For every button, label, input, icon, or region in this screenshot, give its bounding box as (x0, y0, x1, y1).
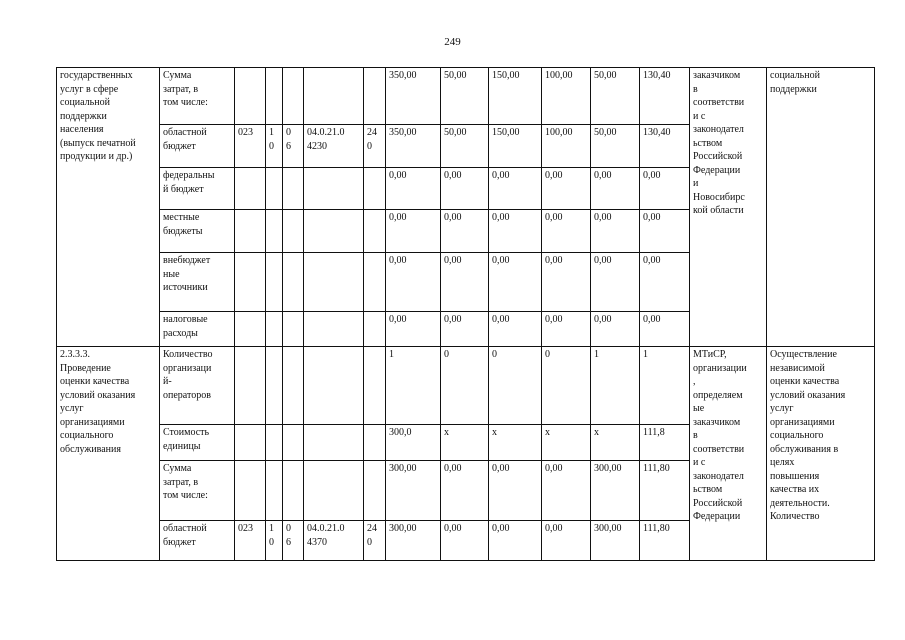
value-total-cell (386, 425, 441, 461)
rz-code-cell (266, 68, 283, 125)
vr-code-cell (364, 312, 386, 347)
value-year4-text: 0,00 (594, 255, 612, 266)
funding-source-cell (160, 68, 235, 125)
vr-code-cell (364, 461, 386, 521)
value-year3-cell (542, 347, 591, 425)
csr-code-cell (304, 210, 364, 253)
expected-result-cell (767, 68, 875, 347)
funding-source-cell (160, 312, 235, 347)
value-total-text: 0,00 (389, 212, 407, 223)
value-year5-cell (640, 521, 690, 561)
value-year2-cell (489, 210, 542, 253)
grbs-code-cell (235, 425, 266, 461)
value-year5-text: 0,00 (643, 314, 661, 325)
value-year5-text: 111,8 (643, 427, 665, 438)
value-year1-cell (441, 210, 489, 253)
activity-name-text: 2.3.3.3. Проведение оценки качества условий оказания услуг организациями социального обслуживания (60, 349, 136, 455)
value-total-text: 0,00 (389, 170, 407, 181)
value-year2-text: 0,00 (492, 314, 510, 325)
rz-code-cell (266, 210, 283, 253)
value-year1-text: 50,00 (444, 70, 467, 81)
value-total-cell (386, 168, 441, 210)
value-year1-cell (441, 168, 489, 210)
vr-code-cell (364, 253, 386, 312)
value-year1-text: 0,00 (444, 523, 462, 534)
value-total-text: 1 (389, 349, 394, 360)
vr-code-cell (364, 521, 386, 561)
vr-code-cell (364, 210, 386, 253)
value-year4-cell (591, 347, 640, 425)
value-year5-cell (640, 312, 690, 347)
value-year1-text: 0,00 (444, 314, 462, 325)
value-year1-text: 0 (444, 349, 449, 360)
value-total-text: 0,00 (389, 255, 407, 266)
value-year1-cell (441, 425, 489, 461)
value-total-cell (386, 68, 441, 125)
value-year2-cell (489, 347, 542, 425)
value-year3-text: 0,00 (545, 463, 563, 474)
value-year3-cell (542, 68, 591, 125)
value-year1-cell (441, 521, 489, 561)
activity-name-cell (57, 347, 160, 561)
rz-code-cell (266, 347, 283, 425)
grbs-code-cell (235, 461, 266, 521)
value-year3-text: 0,00 (545, 523, 563, 534)
csr-code-cell (304, 125, 364, 168)
value-year4-text: 0,00 (594, 314, 612, 325)
value-year4-text: 0,00 (594, 212, 612, 223)
value-year4-cell (591, 168, 640, 210)
value-year2-text: 0,00 (492, 255, 510, 266)
page-number: 249 (444, 36, 461, 48)
value-year5-cell (640, 125, 690, 168)
rz-code-cell (266, 312, 283, 347)
value-year3-cell (542, 521, 591, 561)
value-year5-text: 130,40 (643, 127, 671, 138)
value-year2-text: 150,00 (492, 70, 520, 81)
value-year4-text: 50,00 (594, 70, 617, 81)
value-total-text: 300,00 (389, 463, 417, 474)
pr-code-cell (283, 253, 304, 312)
value-year5-text: 111,80 (643, 463, 670, 474)
funding-source-text: областной бюджет (163, 127, 207, 152)
value-year5-cell (640, 347, 690, 425)
pr-code-cell (283, 461, 304, 521)
funding-source-text: местные бюджеты (163, 212, 203, 237)
funding-source-cell (160, 125, 235, 168)
value-year2-text: 0,00 (492, 523, 510, 534)
value-year5-cell (640, 253, 690, 312)
value-year1-text: 0,00 (444, 170, 462, 181)
value-year5-cell (640, 461, 690, 521)
value-year5-cell (640, 68, 690, 125)
value-year1-cell (441, 125, 489, 168)
value-year4-text: 300,00 (594, 463, 622, 474)
grbs-code-cell (235, 312, 266, 347)
grbs-code-cell (235, 347, 266, 425)
value-year4-cell (591, 461, 640, 521)
value-year3-text: 0,00 (545, 212, 563, 223)
csr-code-cell (304, 68, 364, 125)
value-total-text: 350,00 (389, 70, 417, 81)
rz-code-cell (266, 168, 283, 210)
value-year4-text: 0,00 (594, 170, 612, 181)
program-activities-table (56, 67, 875, 561)
value-year2-cell (489, 521, 542, 561)
funding-source-cell (160, 521, 235, 561)
pr-code-cell (283, 68, 304, 125)
rz-code-cell (266, 125, 283, 168)
grbs-code-cell (235, 168, 266, 210)
value-year4-text: 300,00 (594, 523, 622, 534)
value-total-cell (386, 210, 441, 253)
csr-code-cell (304, 425, 364, 461)
value-year2-cell (489, 461, 542, 521)
funding-source-cell (160, 210, 235, 253)
value-year2-text: 0,00 (492, 212, 510, 223)
value-year2-cell (489, 425, 542, 461)
value-total-cell (386, 521, 441, 561)
value-year4-text: 1 (594, 349, 599, 360)
value-total-text: 300,0 (389, 427, 412, 438)
pr-code-text: 0 6 (286, 127, 291, 152)
funding-source-text: областной бюджет (163, 523, 207, 548)
funding-source-text: Стоимость единицы (163, 427, 210, 452)
grbs-code-cell (235, 125, 266, 168)
expected-result-text: социальной поддержки (770, 70, 820, 95)
value-year1-text: 50,00 (444, 127, 467, 138)
activity-name-text: государственных услуг в сфере социальной поддержки населения (выпуск печатной продукции и др.) (60, 70, 136, 162)
value-year3-text: 0,00 (545, 314, 563, 325)
value-year2-cell (489, 253, 542, 312)
value-year3-text: 0 (545, 349, 550, 360)
value-year2-cell (489, 125, 542, 168)
value-year1-text: 0,00 (444, 212, 462, 223)
rz-code-text: 1 0 (269, 523, 274, 548)
executor-text: МТиСР, организации , определяем ые заказчиком в соответстви и с законодател ьством Российской Федерации (693, 349, 747, 522)
csr-code-cell (304, 521, 364, 561)
rz-code-cell (266, 521, 283, 561)
funding-source-text: налоговые расходы (163, 314, 208, 339)
csr-code-text: 04.0.21.0 4370 (307, 523, 345, 548)
funding-source-text: Сумма затрат, в том числе: (163, 463, 208, 501)
csr-code-cell (304, 312, 364, 347)
vr-code-cell (364, 168, 386, 210)
value-total-text: 300,00 (389, 523, 417, 534)
value-year5-text: 1 (643, 349, 648, 360)
vr-code-cell (364, 68, 386, 125)
rz-code-cell (266, 253, 283, 312)
value-year4-cell (591, 125, 640, 168)
pr-code-cell (283, 347, 304, 425)
csr-code-cell (304, 168, 364, 210)
value-year1-cell (441, 253, 489, 312)
value-year1-text: x (444, 427, 449, 438)
value-year1-cell (441, 347, 489, 425)
value-year4-cell (591, 312, 640, 347)
value-total-cell (386, 461, 441, 521)
value-year2-text: 0,00 (492, 463, 510, 474)
value-total-cell (386, 253, 441, 312)
grbs-code-cell (235, 68, 266, 125)
pr-code-cell (283, 312, 304, 347)
value-year2-cell (489, 168, 542, 210)
value-year4-cell (591, 253, 640, 312)
funding-source-text: Сумма затрат, в том числе: (163, 70, 208, 108)
grbs-code-cell (235, 253, 266, 312)
funding-source-text: федеральны й бюджет (163, 170, 215, 195)
rz-code-cell (266, 461, 283, 521)
value-year5-cell (640, 168, 690, 210)
grbs-code-text: 023 (238, 127, 253, 138)
value-year5-text: 111,80 (643, 523, 670, 534)
grbs-code-cell (235, 521, 266, 561)
activity-name-cell (57, 68, 160, 347)
value-total-cell (386, 125, 441, 168)
value-year4-cell (591, 425, 640, 461)
value-year2-cell (489, 312, 542, 347)
funding-source-text: Количество организаци й- операторов (163, 349, 213, 401)
vr-code-cell (364, 425, 386, 461)
pr-code-cell (283, 168, 304, 210)
value-year3-cell (542, 461, 591, 521)
pr-code-cell (283, 521, 304, 561)
value-year1-text: 0,00 (444, 255, 462, 266)
value-year5-text: 0,00 (643, 212, 661, 223)
vr-code-text: 24 0 (367, 127, 377, 152)
pr-code-cell (283, 125, 304, 168)
value-total-text: 0,00 (389, 314, 407, 325)
value-year2-text: 0,00 (492, 170, 510, 181)
value-year5-text: 0,00 (643, 255, 661, 266)
grbs-code-text: 023 (238, 523, 253, 534)
vr-code-cell (364, 125, 386, 168)
value-year4-text: 50,00 (594, 127, 617, 138)
funding-source-cell (160, 168, 235, 210)
value-year3-cell (542, 168, 591, 210)
expected-result-cell (767, 347, 875, 561)
vr-code-cell (364, 347, 386, 425)
value-year2-text: x (492, 427, 497, 438)
pr-code-cell (283, 425, 304, 461)
value-year4-cell (591, 210, 640, 253)
csr-code-cell (304, 347, 364, 425)
value-total-cell (386, 312, 441, 347)
value-year3-text: 100,00 (545, 127, 573, 138)
funding-source-cell (160, 425, 235, 461)
expected-result-text: Осуществление независимой оценки качества условий оказания услуг организациями социального обслуживания в целях повышения качества их деятельности. Количество (770, 349, 846, 522)
csr-code-text: 04.0.21.0 4230 (307, 127, 345, 152)
value-year4-cell (591, 68, 640, 125)
rz-code-cell (266, 425, 283, 461)
value-year2-text: 0 (492, 349, 497, 360)
value-total-cell (386, 347, 441, 425)
value-year3-cell (542, 125, 591, 168)
value-year2-text: 150,00 (492, 127, 520, 138)
executor-cell (690, 347, 767, 561)
value-year1-cell (441, 312, 489, 347)
funding-source-cell (160, 347, 235, 425)
funding-source-cell (160, 461, 235, 521)
value-year3-cell (542, 312, 591, 347)
value-year1-cell (441, 68, 489, 125)
value-year5-text: 130,40 (643, 70, 671, 81)
funding-source-text: внебюджет ные источники (163, 255, 211, 293)
executor-cell (690, 68, 767, 347)
funding-source-cell (160, 253, 235, 312)
table-row (57, 68, 875, 125)
grbs-code-cell (235, 210, 266, 253)
rz-code-text: 1 0 (269, 127, 274, 152)
value-year3-text: 100,00 (545, 70, 573, 81)
value-year2-cell (489, 68, 542, 125)
vr-code-text: 24 0 (367, 523, 377, 548)
table-row (57, 347, 875, 425)
value-year3-text: 0,00 (545, 170, 563, 181)
value-year5-text: 0,00 (643, 170, 661, 181)
pr-code-cell (283, 210, 304, 253)
executor-text: заказчиком в соответстви и с законодател ьством Российской Федерации и Новосибирс кой области (693, 70, 745, 216)
value-total-text: 350,00 (389, 127, 417, 138)
value-year4-text: x (594, 427, 599, 438)
value-year4-cell (591, 521, 640, 561)
value-year3-text: x (545, 427, 550, 438)
csr-code-cell (304, 253, 364, 312)
value-year3-cell (542, 210, 591, 253)
pr-code-text: 0 6 (286, 523, 291, 548)
value-year3-text: 0,00 (545, 255, 563, 266)
value-year1-cell (441, 461, 489, 521)
value-year3-cell (542, 253, 591, 312)
value-year5-cell (640, 210, 690, 253)
value-year3-cell (542, 425, 591, 461)
value-year5-cell (640, 425, 690, 461)
value-year1-text: 0,00 (444, 463, 462, 474)
csr-code-cell (304, 461, 364, 521)
